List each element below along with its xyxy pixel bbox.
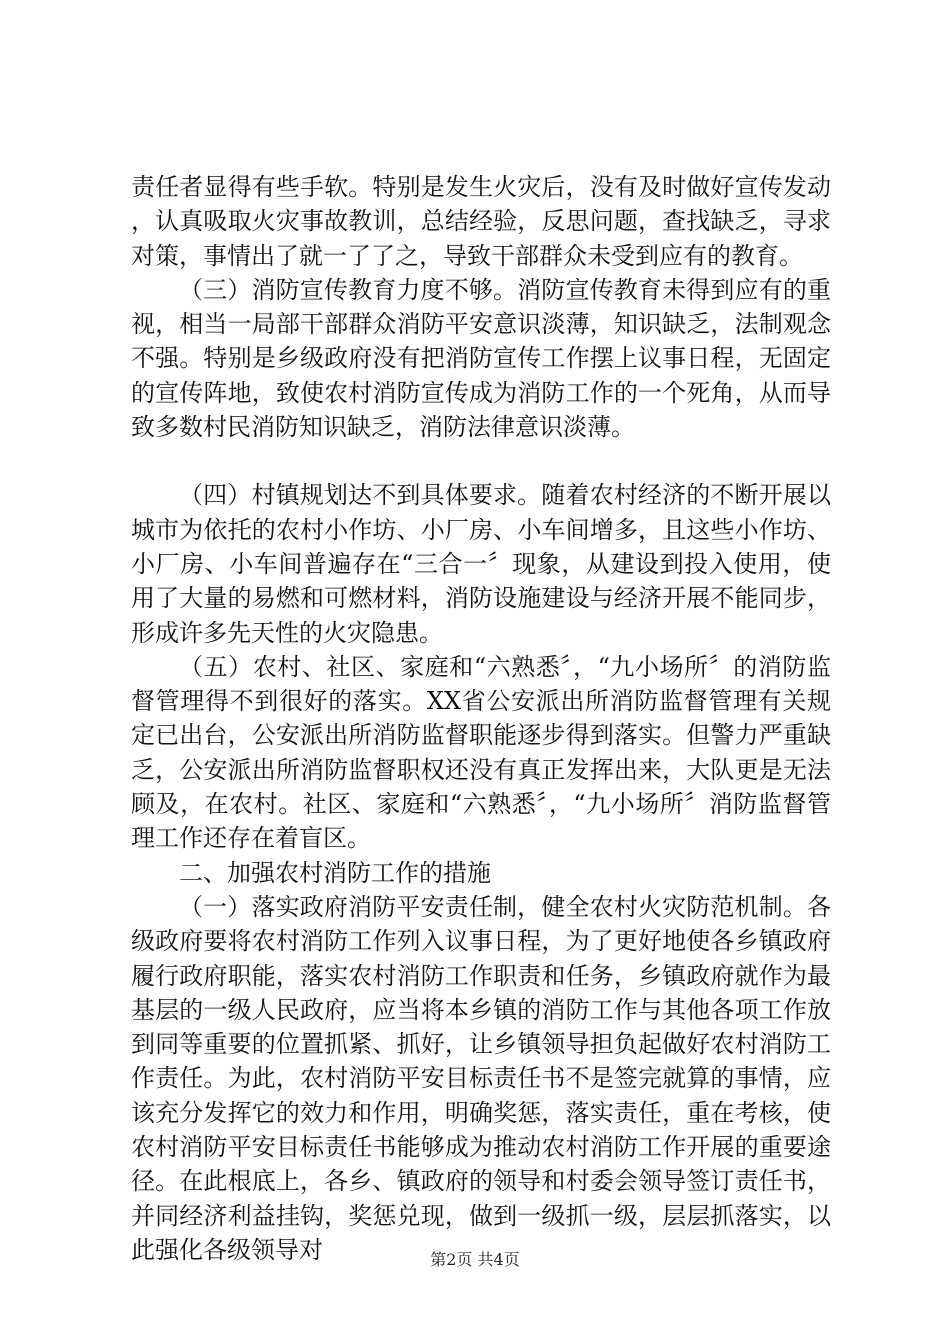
page-footer: 第2页 共4页: [430, 1250, 520, 1269]
paragraph-section-3: （三）消防宣传教育力度不够。消防宣传教育未得到应有的重视，相当一局部干部群众消防平安意识淡薄，知识缺乏，法制观念不强。特别是乡级政府没有把消防宣传工作摆上议事日程，无固定的宣传阵地，致使农村消防宣传成为消防工作的一个死角，从而导致多数村民消防知识缺乏，消防法律意识淡薄。: [131, 275, 831, 442]
paragraph-responsibility-continued: 责任者显得有些手软。特别是发生火灾后，没有及时做好宣传发动，认真吸取火灾事故教训，总结经验，反思问题，查找缺乏，寻求对策，事情出了就一了了之，导致干部群众未受到应有的教育。: [131, 173, 831, 270]
paragraph-section-4: （四）村镇规划达不到具体要求。随着农村经济的不断开展以城市为依托的农村小作坊、小厂房、小车间增多，且这些小作坊、小厂房、小车间普遍存在“三合一〞现象，从建设到投入使用，使用了大量的易燃和可燃材料，消防设施建设与经济开展不能同步，形成许多先天性的火灾隐患。: [131, 481, 831, 647]
paragraph-measure-1: （一）落实政府消防平安责任制，健全农村火灾防范机制。各级政府要将农村消防工作列入议事日程，为了更好地使各乡镇政府履行政府职能，落实农村消防工作职责和任务，乡镇政府就作为最基层的一级人民政府，应当将本乡镇的消防工作与其他各项工作放到同等重要的位置抓紧、抓好，让乡镇领导担负起做好农村消防工作责任。为此，农村消防平安目标责任书不是签完就算的事情，应该充分发挥它的效力和作用，明确奖惩，落实责任，重在考核，使农村消防平安目标责任书能够成为推动农村消防工作开展的重要途径。在此根底上，各乡、镇政府的领导和村委会领导签订责任书，并同经济利益挂钩，奖惩兑现，做到一级抓一级，层层抓落实，以此强化各级领导对: [131, 892, 831, 1264]
heading-measures: 二、加强农村消防工作的措施: [179, 858, 491, 887]
body-text: [131, 170, 831, 1267]
paragraph-section-5: （五）农村、社区、家庭和“六熟悉〞，“九小场所〞的消防监督管理得不到很好的落实。XX省公安派出所消防监督管理有关规定已出台，公安派出所消防监督职能逐步得到落实。但警力严重缺乏，公安派出所消防监督职权还没有真正发挥出来，大队更是无法顾及，在农村。社区、家庭和“六熟悉〞，“九小场所〞消防监督管理工作还存在着盲区。: [131, 652, 831, 853]
